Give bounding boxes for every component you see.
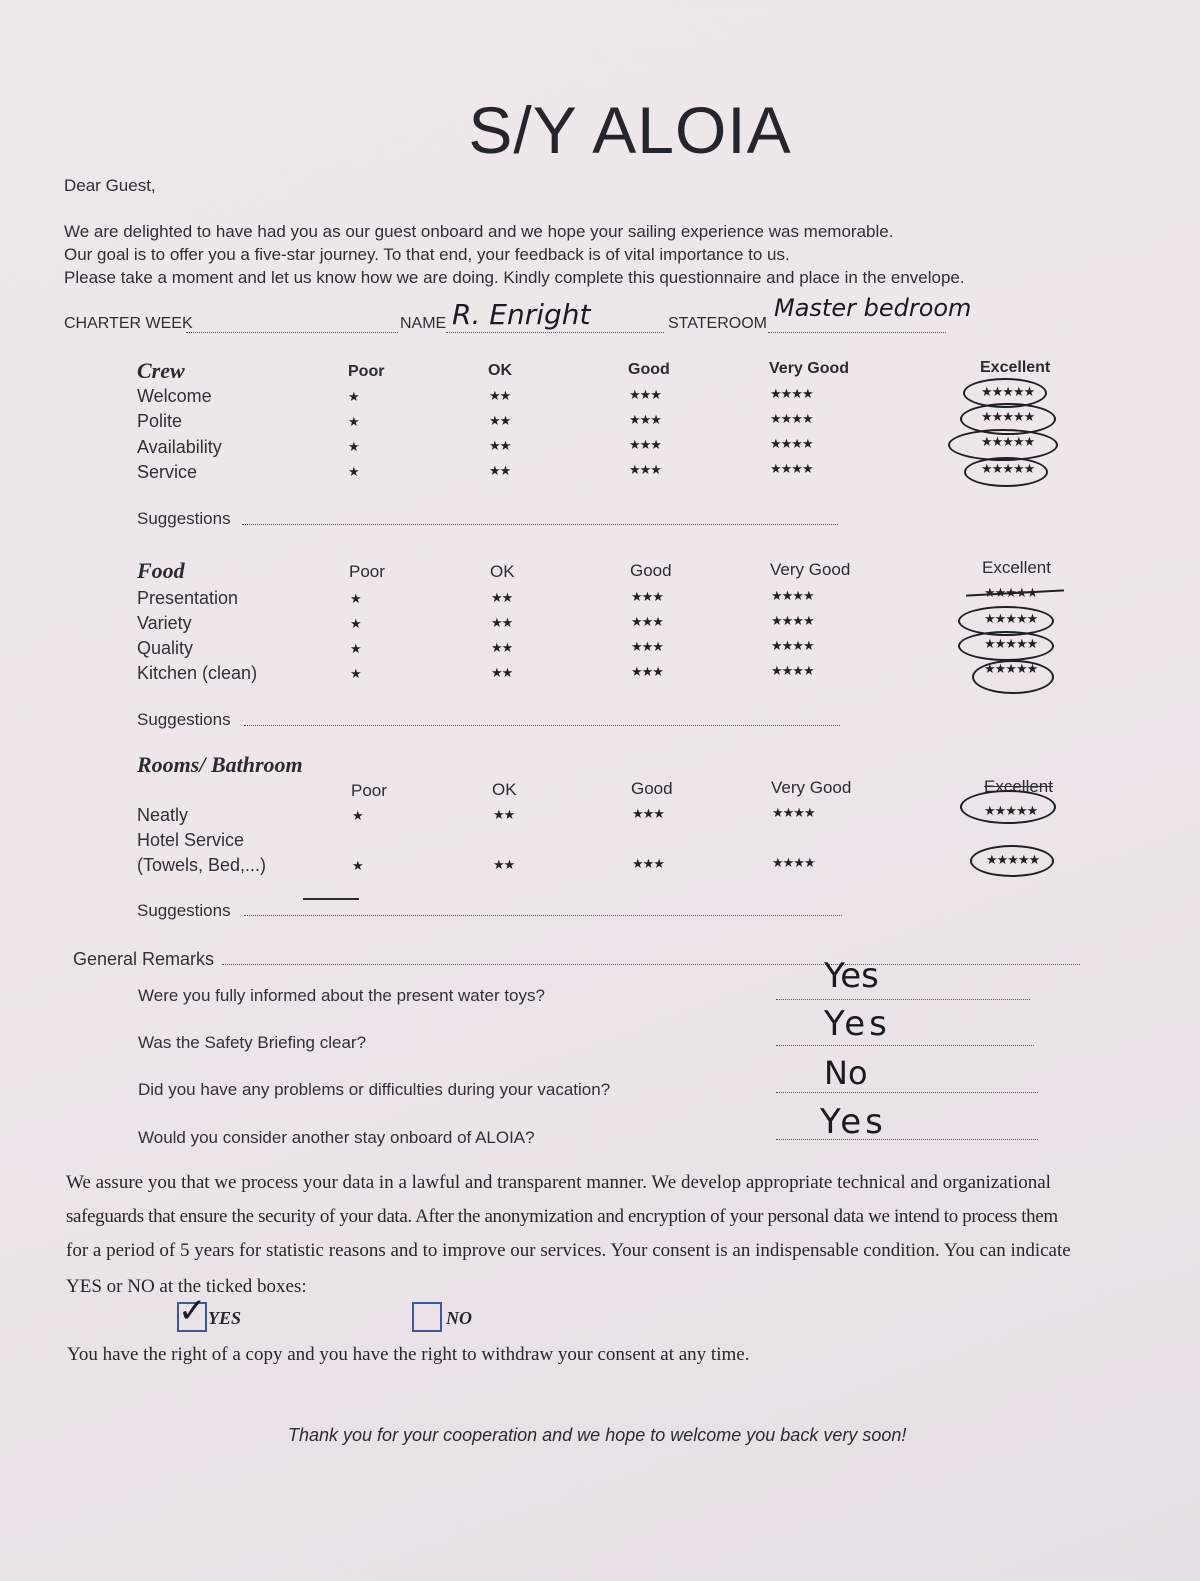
rating-star-ok[interactable]: ★★ xyxy=(491,615,513,630)
answer-another-stay[interactable]: Yes xyxy=(820,1102,887,1142)
answer-line xyxy=(776,999,1030,1000)
answer-problems[interactable]: No xyxy=(824,1054,868,1092)
food-header-excellent: Excellent xyxy=(982,558,1051,577)
name-field-line xyxy=(446,332,664,333)
rating-star-poor[interactable]: ★ xyxy=(350,641,361,656)
privacy-line-1: We assure you that we process your data in a lawful and transparent manner. We develop appropriate technical and organizational xyxy=(66,1172,1051,1193)
section-food-title: Food xyxy=(137,558,185,583)
general-remarks-label: General Remarks xyxy=(73,949,215,969)
rooms-header-good: Good xyxy=(631,779,673,798)
rating-star-good[interactable]: ★★★ xyxy=(631,639,663,654)
food-header-ok: OK xyxy=(490,562,515,581)
rooms-suggestions-field[interactable] xyxy=(244,915,842,916)
rating-star-excellent[interactable]: ★★★★★ xyxy=(986,852,1040,867)
greeting: Dear Guest, xyxy=(64,176,156,195)
rating-star-good[interactable]: ★★★ xyxy=(631,589,663,604)
rooms-header-ok: OK xyxy=(492,780,517,799)
food-suggestions-field[interactable] xyxy=(244,725,840,726)
crew-item-polite: Polite xyxy=(137,411,183,431)
food-header-very-good: Very Good xyxy=(770,560,851,579)
name-label: NAME xyxy=(400,315,447,332)
rating-star-ok[interactable]: ★★ xyxy=(491,590,513,605)
rating-star-good[interactable]: ★★★ xyxy=(629,412,661,427)
consent-yes-label: YES xyxy=(208,1308,242,1328)
crew-item-service: Service xyxy=(137,462,198,482)
rating-star-ok[interactable]: ★★ xyxy=(489,438,511,453)
name-handwritten[interactable]: R. Enright xyxy=(452,298,591,331)
rating-star-very-good[interactable]: ★★★★ xyxy=(770,411,813,426)
rating-star-good[interactable]: ★★★ xyxy=(632,806,664,821)
rating-star-ok[interactable]: ★★ xyxy=(491,665,513,680)
crew-item-welcome: Welcome xyxy=(137,386,212,406)
rating-star-poor[interactable]: ★ xyxy=(350,591,361,606)
rating-star-excellent[interactable]: ★★★★★ xyxy=(981,461,1035,476)
food-header-good: Good xyxy=(630,561,672,580)
rating-star-good[interactable]: ★★★ xyxy=(629,437,661,452)
form-title: S/Y ALOIA xyxy=(468,93,792,167)
privacy-line-2: safeguards that ensure the security of your data. After the anonymization and encryption of your personal data we intend to process them xyxy=(66,1206,1058,1227)
intro-line-3: Please take a moment and let us know how we are doing. Kindly complete this questionnaire and place in the envelope. xyxy=(64,268,965,287)
stateroom-label: STATEROOM xyxy=(668,315,767,332)
section-crew-title: Crew xyxy=(137,358,185,383)
rooms-suggestions-label: Suggestions xyxy=(137,901,231,920)
answer-line xyxy=(776,1045,1034,1046)
rating-star-good[interactable]: ★★★ xyxy=(629,387,661,402)
rating-star-very-good[interactable]: ★★★★ xyxy=(771,638,814,653)
pen-stroke-mark xyxy=(303,898,359,900)
rating-star-very-good[interactable]: ★★★★ xyxy=(772,805,815,820)
rating-star-poor[interactable]: ★ xyxy=(348,464,359,479)
consent-no-label: NO xyxy=(446,1308,472,1328)
rating-star-ok[interactable]: ★★ xyxy=(493,807,515,822)
rating-star-poor[interactable]: ★ xyxy=(348,414,359,429)
food-header-poor: Poor xyxy=(349,562,385,581)
crew-item-availability: Availability xyxy=(137,437,222,457)
question-another-stay: Would you consider another stay onboard of ALOIA? xyxy=(138,1128,535,1147)
answer-water-toys[interactable]: Yes xyxy=(824,956,879,996)
rating-star-excellent[interactable]: ★★★★★ xyxy=(981,384,1035,399)
stateroom-field-line xyxy=(768,332,946,333)
rating-star-poor[interactable]: ★ xyxy=(348,389,359,404)
rating-star-poor[interactable]: ★ xyxy=(352,858,363,873)
charter-week-label: CHARTER WEEK xyxy=(64,315,193,332)
crew-header-excellent: Excellent xyxy=(980,359,1051,376)
rating-star-good[interactable]: ★★★ xyxy=(632,856,664,871)
rating-star-ok[interactable]: ★★ xyxy=(493,857,515,872)
answer-line xyxy=(776,1139,1038,1140)
rights-statement: You have the right of a copy and you have the right to withdraw your consent at any time. xyxy=(67,1344,750,1365)
rating-star-excellent[interactable]: ★★★★★ xyxy=(984,661,1038,676)
question-water-toys: Were you fully informed about the present water toys? xyxy=(138,986,545,1005)
rating-star-good[interactable]: ★★★ xyxy=(631,614,663,629)
rooms-header-poor: Poor xyxy=(351,781,387,800)
food-item-quality: Quality xyxy=(137,638,194,658)
intro-line-1: We are delighted to have had you as our guest onboard and we hope your sailing experience was memorable. xyxy=(64,222,894,241)
section-rooms-title: Rooms/ Bathroom xyxy=(137,752,303,777)
privacy-line-4: YES or NO at the ticked boxes: xyxy=(66,1276,307,1297)
rating-star-very-good[interactable]: ★★★★ xyxy=(770,386,813,401)
rating-star-very-good[interactable]: ★★★★ xyxy=(770,436,813,451)
rooms-item-hotel-service: Hotel Service xyxy=(137,830,245,850)
rooms-item-neatly: Neatly xyxy=(137,805,189,825)
rating-star-very-good[interactable]: ★★★★ xyxy=(771,663,814,678)
rating-star-excellent[interactable]: ★★★★★ xyxy=(984,611,1038,626)
answer-line xyxy=(776,1092,1038,1093)
rating-star-good[interactable]: ★★★ xyxy=(631,664,663,679)
rating-star-poor[interactable]: ★ xyxy=(350,616,361,631)
rating-star-excellent[interactable]: ★★★★★ xyxy=(981,409,1035,424)
rooms-header-very-good: Very Good xyxy=(771,778,852,797)
rating-star-ok[interactable]: ★★ xyxy=(489,463,511,478)
rating-star-poor[interactable]: ★ xyxy=(348,439,359,454)
food-suggestions-label: Suggestions xyxy=(137,710,231,729)
rating-star-ok[interactable]: ★★ xyxy=(489,388,511,403)
rating-star-ok[interactable]: ★★ xyxy=(491,640,513,655)
rating-star-excellent[interactable]: ★★★★★ xyxy=(984,585,1038,600)
rooms-header-excellent: Excellent xyxy=(984,777,1053,796)
rating-star-excellent[interactable]: ★★★★★ xyxy=(981,434,1035,449)
rating-star-ok[interactable]: ★★ xyxy=(489,413,511,428)
rating-star-excellent[interactable]: ★★★★★ xyxy=(984,636,1038,651)
crew-suggestions-field[interactable] xyxy=(242,524,838,525)
stateroom-handwritten[interactable]: Master bedroom xyxy=(774,294,972,322)
intro-line-2: Our goal is to offer you a five-star journey. To that end, your feedback is of vital importance to us. xyxy=(64,245,790,264)
checkmark-icon: ✓ xyxy=(178,1291,207,1331)
rating-star-poor[interactable]: ★ xyxy=(350,666,361,681)
rooms-item-towels-bed: (Towels, Bed,...) xyxy=(137,855,267,875)
rating-star-good[interactable]: ★★★ xyxy=(629,462,661,477)
food-item-presentation: Presentation xyxy=(137,588,239,608)
crew-suggestions-label: Suggestions xyxy=(137,509,231,528)
crew-header-very-good: Very Good xyxy=(769,360,850,377)
rating-star-very-good[interactable]: ★★★★ xyxy=(771,613,814,628)
charter-week-field[interactable] xyxy=(186,332,398,333)
rating-star-very-good[interactable]: ★★★★ xyxy=(772,855,815,870)
question-safety-briefing: Was the Safety Briefing clear? xyxy=(138,1033,367,1052)
consent-no-checkbox[interactable] xyxy=(412,1302,442,1332)
crew-header-good: Good xyxy=(628,361,670,378)
rating-star-poor[interactable]: ★ xyxy=(352,808,363,823)
answer-safety-briefing[interactable]: Yes xyxy=(824,1004,891,1044)
crew-header-poor: Poor xyxy=(348,363,385,380)
privacy-line-3: for a period of 5 years for statistic reasons and to improve our services. Your consent is an indispensable condition. You can indicate xyxy=(66,1240,1071,1261)
rating-star-very-good[interactable]: ★★★★ xyxy=(770,461,813,476)
crew-header-ok: OK xyxy=(488,362,512,379)
rating-star-excellent[interactable]: ★★★★★ xyxy=(984,803,1038,818)
food-item-kitchen: Kitchen (clean) xyxy=(137,663,258,683)
question-problems: Did you have any problems or difficulties during your vacation? xyxy=(138,1080,611,1099)
thank-you-note: Thank you for your cooperation and we hope to welcome you back very soon! xyxy=(288,1425,907,1445)
food-item-variety: Variety xyxy=(137,613,192,633)
general-remarks-field[interactable] xyxy=(222,964,1080,965)
rating-star-very-good[interactable]: ★★★★ xyxy=(771,588,814,603)
